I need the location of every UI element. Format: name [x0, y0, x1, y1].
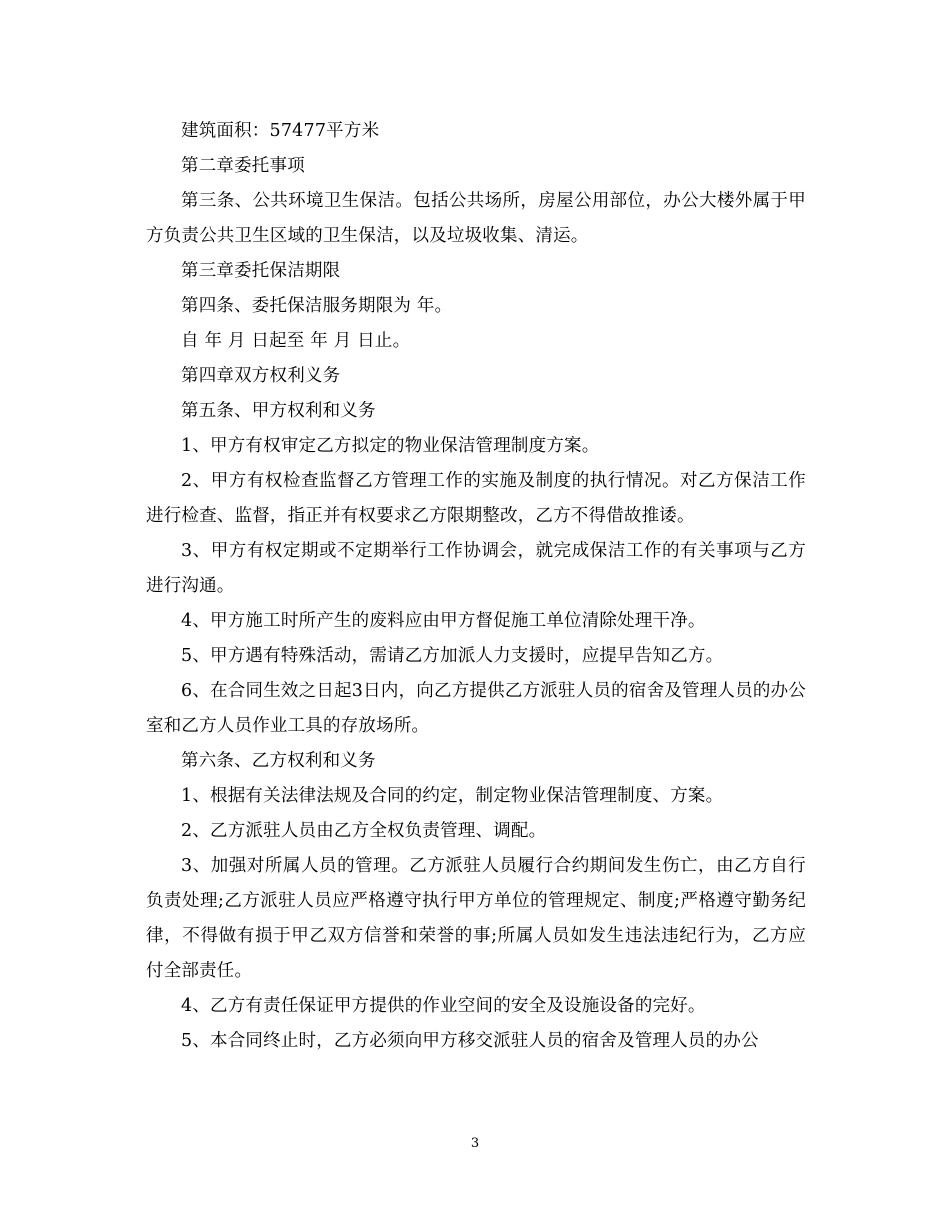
chapter-heading-4: 第四章双方权利义务	[181, 366, 341, 386]
list-item-party-a-1: 1、甲方有权审定乙方拟定的物业保洁管理制度方案。	[181, 436, 600, 456]
paragraph-article-5: 第五条、甲方权利和义务	[181, 401, 376, 421]
list-item-party-a-6: 6、在合同生效之日起3日内，向乙方提供乙方派驻人员的宿舍及管理人员的办公室和乙方人员作业工具的存放场所。	[146, 681, 806, 736]
paragraph-term-dates: 自 年 月 日起至 年 月 日止。	[181, 331, 411, 351]
chapter-heading-3: 第三章委托保洁期限	[181, 261, 341, 281]
list-item-party-a-3: 3、甲方有权定期或不定期举行工作协调会，就完成保洁工作的有关事项与乙方进行沟通。	[146, 541, 806, 596]
document-body	[146, 114, 806, 1059]
list-item-party-a-5: 5、甲方遇有特殊活动，需请乙方加派人力支援时，应提早告知乙方。	[181, 646, 724, 666]
chapter-heading-2: 第二章委托事项	[181, 156, 305, 176]
list-item-party-a-4: 4、甲方施工时所产生的废料应由甲方督促施工单位清除处理干净。	[181, 611, 706, 631]
list-item-party-b-3: 3、加强对所属人员的管理。乙方派驻人员履行合约期间发生伤亡，由乙方自行负责处理;乙方派驻人员应严格遵守执行甲方单位的管理规定、制度;严格遵守勤务纪律，不得做有损于甲乙双方信誉和荣誉的事;所属人员如发生违法违纪行为，乙方应付全部责任。	[146, 856, 806, 981]
paragraph-building-area: 建筑面积：57477平方米	[181, 121, 380, 141]
list-item-party-b-1: 1、根据有关法律法规及合同的约定，制定物业保洁管理制度、方案。	[181, 786, 724, 806]
paragraph-article-3: 第三条、公共环境卫生保洁。包括公共场所，房屋公用部位，办公大楼外属于甲方负责公共卫生区域的卫生保洁，以及垃圾收集、清运。	[146, 191, 806, 246]
paragraph-article-4: 第四条、委托保洁服务期限为 年。	[181, 296, 453, 316]
list-item-party-a-2: 2、甲方有权检查监督乙方管理工作的实施及制度的执行情况。对乙方保洁工作进行检查、监督，指正并有权要求乙方限期整改，乙方不得借故推诿。	[146, 471, 806, 526]
list-item-party-b-4: 4、乙方有责任保证甲方提供的作业空间的安全及设施设备的完好。	[181, 996, 706, 1016]
paragraph-article-6: 第六条、乙方权利和义务	[181, 751, 376, 771]
list-item-party-b-5: 5、本合同终止时，乙方必须向甲方移交派驻人员的宿舍及管理人员的办公	[181, 1031, 759, 1051]
page-number: 3	[470, 1136, 480, 1151]
list-item-party-b-2: 2、乙方派驻人员由乙方全权负责管理、调配。	[181, 821, 547, 841]
